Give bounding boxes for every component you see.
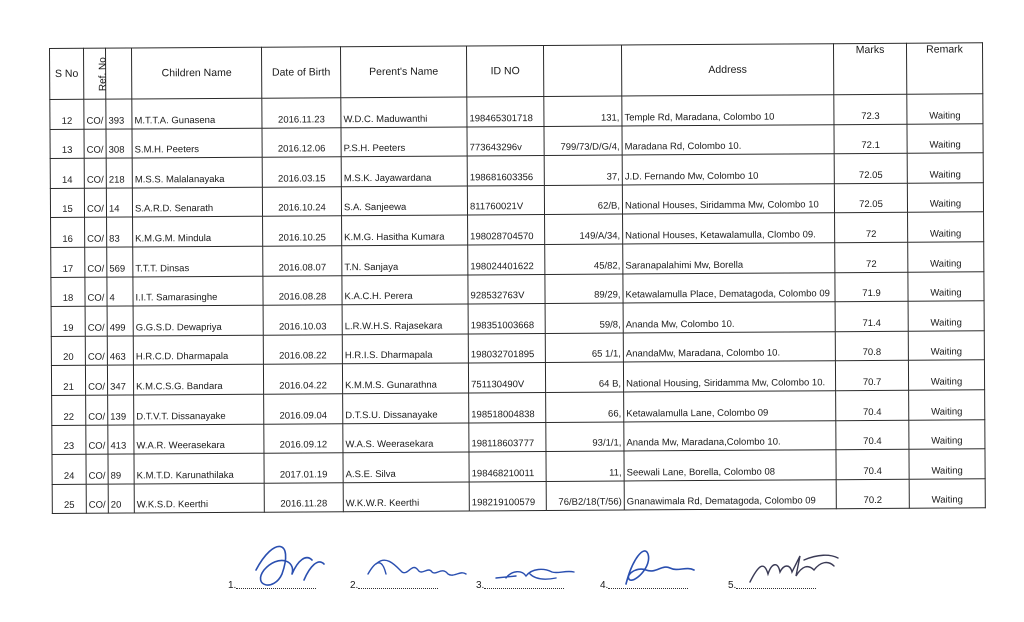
cell-address-number: 149/A/34,	[545, 214, 623, 244]
cell-sno: 23	[52, 425, 86, 455]
cell-parent-name: W.A.S. Weerasekara	[343, 422, 469, 452]
cell-id-no: 928532763V	[468, 274, 545, 304]
cell-address-number: 37,	[544, 155, 622, 185]
cell-children-name: M.T.T.A. Gunasena	[132, 98, 262, 128]
cell-remark: Waiting	[908, 242, 984, 272]
cell-ref-number: 463	[107, 336, 133, 366]
cell-date-of-birth: 2016.08.22	[263, 334, 342, 364]
cell-parent-name: D.T.S.U. Dissanayake	[343, 393, 469, 423]
cell-address: Gnanawimala Rd, Dematagoda, Colombo 09	[624, 479, 836, 510]
cell-children-name: D.T.V.T. Dissanayake	[134, 394, 264, 424]
cell-ref-prefix: CO/	[85, 218, 107, 248]
cell-marks: 72.05	[834, 183, 907, 213]
signature-row	[0, 540, 1024, 620]
cell-parent-name: H.R.I.S. Dharmapala	[342, 334, 468, 364]
cell-address: Maradana Rd, Colombo 10.	[622, 124, 834, 155]
cell-address-number: 76/B2/18(T/56)	[546, 481, 624, 511]
cell-ref-number: 413	[108, 425, 134, 455]
cell-sno: 18	[51, 277, 85, 307]
cell-id-no: 198518004838	[469, 392, 546, 422]
header-marks: Marks	[833, 43, 906, 94]
cell-ref-number: 569	[107, 247, 133, 277]
cell-children-name: W.K.S.D. Keerthi	[134, 483, 264, 513]
cell-children-name: K.M.C.S.G. Bandara	[133, 365, 263, 395]
cell-children-name: K.M.T.D. Karunathilaka	[134, 453, 264, 483]
signature-4	[600, 540, 720, 600]
header-ref-number	[106, 48, 132, 99]
cell-ref-number: 499	[107, 306, 133, 336]
cell-ref-number: 393	[106, 99, 132, 129]
cell-children-name: M.S.S. Malalanayaka	[132, 157, 262, 187]
cell-ref-prefix: CO/	[85, 336, 107, 366]
cell-marks: 72	[835, 242, 908, 272]
cell-ref-prefix: CO/	[85, 277, 107, 307]
cell-parent-name: T.N. Sanjaya	[342, 245, 468, 275]
cell-marks: 70.2	[836, 479, 909, 509]
cell-children-name: H.R.C.D. Dharmapala	[133, 335, 263, 365]
cell-date-of-birth: 2016.09.04	[264, 394, 343, 424]
cell-id-no: 198465301718	[467, 96, 544, 126]
cell-id-no: 198468210011	[469, 452, 546, 482]
signature-number: 2.	[350, 580, 359, 591]
signature-1	[228, 540, 348, 600]
cell-remark: Waiting	[908, 271, 984, 301]
cell-date-of-birth: 2016.03.15	[262, 157, 341, 187]
header-date-of-birth: Date of Birth	[261, 47, 340, 98]
cell-ref-prefix: CO/	[86, 454, 108, 484]
cell-ref-number: 4	[107, 277, 133, 307]
cell-date-of-birth: 2016.11.23	[262, 98, 341, 128]
cell-sno: 13	[50, 129, 84, 159]
handwritten-signature	[482, 540, 594, 596]
cell-ref-prefix: CO/	[86, 425, 108, 455]
cell-address-number: 93/1/1,	[546, 422, 624, 452]
cell-ref-number: 218	[106, 158, 132, 188]
handwritten-signature	[734, 540, 846, 596]
cell-remark: Waiting	[909, 419, 985, 449]
cell-date-of-birth: 2016.08.07	[263, 246, 342, 276]
cell-date-of-birth: 2016.10.25	[263, 216, 342, 246]
cell-remark: Waiting	[909, 449, 985, 479]
cell-marks: 72	[835, 213, 908, 243]
cell-children-name: K.M.G.M. Mindula	[133, 217, 263, 247]
cell-children-name: I.I.T. Samarasinghe	[133, 276, 263, 306]
cell-ref-prefix: CO/	[84, 129, 106, 159]
cell-sno: 17	[51, 247, 85, 277]
cell-address: AnandaMw, Maradana, Colombo 10.	[623, 331, 835, 362]
cell-address-number: 11,	[546, 451, 624, 481]
cell-ref-number: 14	[106, 188, 132, 218]
header-row	[50, 43, 983, 100]
cell-remark: Waiting	[907, 153, 983, 183]
cell-sno: 15	[50, 188, 84, 218]
cell-sno: 12	[50, 99, 84, 129]
cell-children-name: S.M.H. Peeters	[132, 128, 262, 158]
cell-sno: 24	[52, 454, 86, 484]
cell-remark: Waiting	[908, 212, 984, 242]
cell-children-name: W.A.R. Weerasekara	[134, 424, 264, 454]
cell-marks: 72.3	[834, 94, 907, 124]
cell-ref-prefix: CO/	[85, 306, 107, 336]
cell-marks: 71.9	[835, 272, 908, 302]
cell-ref-number: 20	[108, 484, 134, 514]
cell-date-of-birth: 2016.12.06	[262, 127, 341, 157]
cell-date-of-birth: 2016.08.28	[263, 275, 342, 305]
cell-remark: Waiting	[907, 123, 983, 153]
cell-sno: 21	[51, 366, 85, 396]
cell-marks: 70.4	[836, 390, 909, 420]
cell-marks: 71.4	[835, 301, 908, 331]
cell-id-no: 811760021V	[467, 185, 544, 215]
cell-date-of-birth: 2016.09.12	[264, 423, 343, 453]
cell-sno: 19	[51, 306, 85, 336]
cell-address: Temple Rd, Maradana, Colombo 10	[622, 95, 834, 126]
cell-marks: 72.05	[834, 153, 907, 183]
cell-remark: Waiting	[907, 183, 983, 213]
cell-id-no: 751130490V	[468, 363, 545, 393]
cell-children-name: S.A.R.D. Senarath	[132, 187, 262, 217]
cell-address: National Housing, Siridamma Mw, Colombo 10.	[623, 361, 835, 392]
cell-sno: 25	[52, 484, 86, 514]
cell-remark: Waiting	[909, 479, 985, 509]
cell-address: Saranapalahimi Mw, Borella	[623, 243, 835, 274]
cell-address: Ananda Mw, Colombo 10.	[623, 302, 835, 333]
cell-id-no: 198024401622	[468, 244, 545, 274]
cell-sno: 16	[51, 218, 85, 248]
signature-2	[350, 540, 470, 600]
cell-address-number: 45/82,	[545, 244, 623, 274]
cell-parent-name: W.D.C. Maduwanthi	[341, 97, 467, 127]
cell-ref-number: 89	[108, 454, 134, 484]
cell-ref-number: 347	[107, 365, 133, 395]
signature-3	[476, 540, 596, 600]
cell-address-number: 62/B,	[544, 185, 622, 215]
cell-sno: 14	[50, 158, 84, 188]
cell-address: Ketawalamulla Place, Dematagoda, Colombo 09	[623, 272, 835, 303]
cell-children-name: G.G.S.D. Dewapriya	[133, 305, 263, 335]
cell-ref-prefix: CO/	[84, 188, 106, 218]
cell-id-no: 198681603356	[467, 156, 544, 186]
cell-date-of-birth: 2016.10.03	[263, 305, 342, 335]
cell-remark: Waiting	[908, 331, 984, 361]
cell-ref-prefix: CO/	[84, 158, 106, 188]
handwritten-signature	[356, 540, 468, 596]
handwritten-signature	[234, 540, 346, 596]
cell-parent-name: P.S.H. Peeters	[341, 127, 467, 157]
cell-ref-number: 83	[107, 217, 133, 247]
cell-parent-name: K.M.G. Hasitha Kumara	[342, 215, 468, 245]
signature-number: 1.	[228, 580, 237, 591]
cell-parent-name: A.S.E. Silva	[343, 452, 469, 482]
cell-address: National Houses, Ketawalamulla, Clombo 09.	[623, 213, 835, 244]
cell-address: Seewali Lane, Borella, Colombo 08	[624, 450, 836, 481]
cell-sno: 20	[51, 336, 85, 366]
cell-parent-name: S.A. Sanjeewa	[341, 186, 467, 216]
cell-ref-prefix: CO/	[84, 99, 106, 129]
cell-id-no: 198219100579	[469, 481, 546, 511]
cell-parent-name: M.S.K. Jayawardana	[341, 156, 467, 186]
waiting-list-table	[49, 42, 986, 514]
cell-marks: 70.4	[836, 449, 909, 479]
table-row	[52, 479, 985, 514]
cell-address-number: 89/29,	[545, 274, 623, 304]
cell-ref-prefix: CO/	[85, 247, 107, 277]
cell-address-number: 64 B,	[545, 362, 623, 392]
cell-address-number: 65 1/1,	[545, 333, 623, 363]
cell-remark: Waiting	[908, 301, 984, 331]
cell-date-of-birth: 2016.10.24	[262, 186, 341, 216]
cell-remark: Waiting	[908, 360, 984, 390]
cell-children-name: T.T.T. Dinsas	[133, 246, 263, 276]
cell-marks: 70.8	[835, 331, 908, 361]
cell-id-no: 198351003668	[468, 304, 545, 334]
signature-number: 4.	[600, 580, 609, 591]
cell-address: J.D. Fernando Mw, Colombo 10	[622, 154, 834, 185]
cell-marks: 72.1	[834, 124, 907, 154]
cell-remark: Waiting	[907, 94, 983, 124]
cell-id-no: 773643296v	[467, 126, 544, 156]
cell-address-number: 59/8,	[545, 303, 623, 333]
cell-parent-name: W.K.W.R. Keerthi	[343, 482, 469, 512]
cell-ref-number: 139	[108, 395, 134, 425]
cell-marks: 70.4	[836, 420, 909, 450]
header-parent-name: Perent's Name	[340, 46, 466, 98]
header-ref-label: Ref. No	[97, 57, 109, 92]
cell-address: Ketawalamulla Lane, Colombo 09	[624, 391, 836, 422]
cell-parent-name: K.A.C.H. Perera	[342, 275, 468, 305]
cell-sno: 22	[52, 395, 86, 425]
cell-parent-name: L.R.W.H.S. Rajasekara	[342, 304, 468, 334]
cell-ref-prefix: CO/	[85, 365, 107, 395]
cell-address-number: 66,	[546, 392, 624, 422]
header-address: Address	[621, 44, 833, 96]
signature-5	[728, 540, 848, 600]
cell-ref-prefix: CO/	[86, 484, 108, 514]
cell-ref-prefix: CO/	[86, 395, 108, 425]
header-children-name: Children Name	[132, 47, 262, 99]
cell-id-no: 198028704570	[468, 215, 545, 245]
header-sno: S No	[50, 48, 84, 99]
cell-date-of-birth: 2017.01.19	[264, 453, 343, 483]
cell-date-of-birth: 2016.04.22	[263, 364, 342, 394]
header-address-number	[543, 45, 621, 96]
cell-remark: Waiting	[909, 390, 985, 420]
cell-address-number: 799/73/D/G/4,	[544, 126, 622, 156]
cell-date-of-birth: 2016.11.28	[264, 482, 343, 512]
cell-id-no: 198032701895	[468, 333, 545, 363]
cell-ref-number: 308	[106, 129, 132, 159]
header-ref	[84, 48, 109, 99]
signature-number: 5.	[728, 580, 737, 591]
cell-address-number: 131,	[544, 96, 622, 126]
cell-address: Ananda Mw, Maradana,Colombo 10.	[624, 420, 836, 451]
cell-parent-name: K.M.M.S. Gunarathna	[342, 363, 468, 393]
handwritten-signature	[606, 540, 718, 596]
cell-address: National Houses, Siridamma Mw, Colombo 10	[622, 183, 834, 214]
signature-number: 3.	[476, 580, 485, 591]
cell-id-no: 198118603777	[469, 422, 546, 452]
header-remark: Remark	[906, 43, 982, 94]
header-id-no: ID NO	[466, 45, 543, 96]
cell-marks: 70.7	[835, 361, 908, 391]
